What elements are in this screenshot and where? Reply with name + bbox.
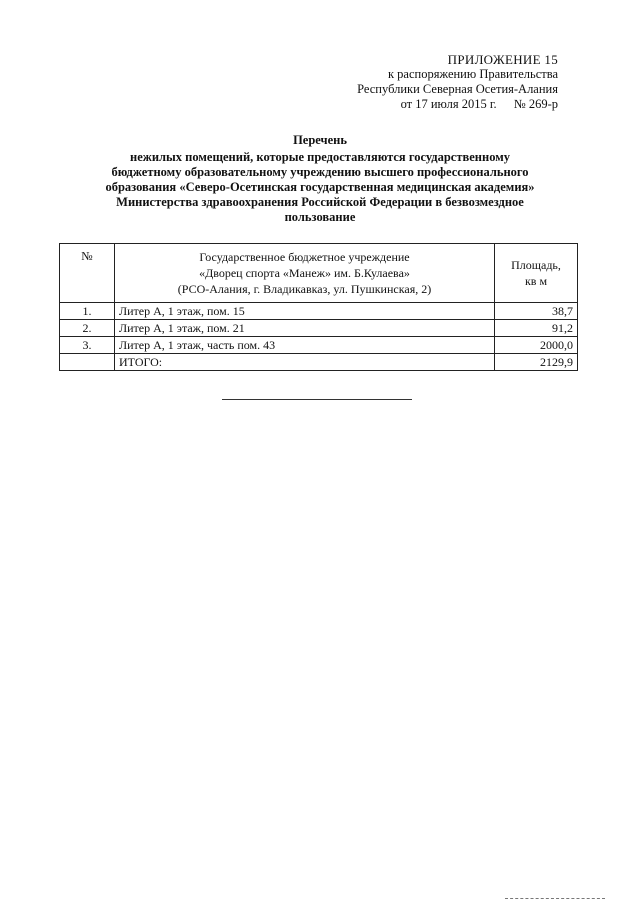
row-number: 1.	[60, 303, 115, 320]
premises-table	[59, 243, 578, 371]
header-institution-line1: Государственное бюджетное учреждение	[199, 250, 410, 264]
order-date: от 17 июля 2015 г.	[400, 97, 497, 111]
title-heading: Перечень	[293, 133, 347, 147]
table-row	[60, 303, 578, 320]
table-row	[60, 320, 578, 337]
title-line-3: образования «Северо-Осетинская государственная медицинская академия»	[105, 180, 535, 194]
header-area-line1: Площадь,	[511, 258, 561, 272]
table-header-row	[60, 244, 578, 303]
header-institution-line3: (РСО-Алания, г. Владикавказ, ул. Пушкинская, 2)	[177, 282, 432, 296]
title-line-1: нежилых помещений, которые предоставляются государственному	[130, 150, 510, 164]
row-area: 91,2	[495, 320, 578, 337]
end-separator-line	[222, 399, 412, 400]
total-row	[60, 354, 578, 371]
total-value: 2129,9	[495, 354, 578, 371]
row-number: 2.	[60, 320, 115, 337]
header-institution	[115, 244, 495, 303]
title-line-4: Министерства здравоохранения Российской Федерации в безвозмездное	[116, 195, 524, 209]
appendix-header	[357, 52, 558, 112]
total-label: ИТОГО:	[115, 354, 495, 371]
row-premises: Литер А, 1 этаж, пом. 21	[115, 320, 495, 337]
row-premises: Литер А, 1 этаж, пом. 15	[115, 303, 495, 320]
appendix-number: ПРИЛОЖЕНИЕ 15	[447, 52, 558, 67]
header-area	[495, 244, 578, 303]
title-line-5: пользование	[284, 210, 356, 224]
row-number: 3.	[60, 337, 115, 354]
total-num-cell	[60, 354, 115, 371]
header-num: №	[60, 244, 115, 303]
document-title	[60, 133, 580, 225]
title-line-2: бюджетному образовательному учреждению высшего профессионального	[111, 165, 529, 179]
order-number: № 269-р	[513, 97, 558, 111]
row-area: 38,7	[495, 303, 578, 320]
order-reference-line1: к распоряжению Правительства	[387, 67, 558, 81]
order-date-number	[357, 97, 558, 112]
header-institution-line2: «Дворец спорта «Манеж» им. Б.Кулаева»	[199, 266, 410, 280]
header-area-line2: кв м	[524, 274, 548, 288]
table-row	[60, 337, 578, 354]
row-area: 2000,0	[495, 337, 578, 354]
scan-corner-mark	[505, 898, 605, 899]
order-reference-line2: Республики Северная Осетия-Алания	[357, 82, 558, 96]
row-premises: Литер А, 1 этаж, часть пом. 43	[115, 337, 495, 354]
